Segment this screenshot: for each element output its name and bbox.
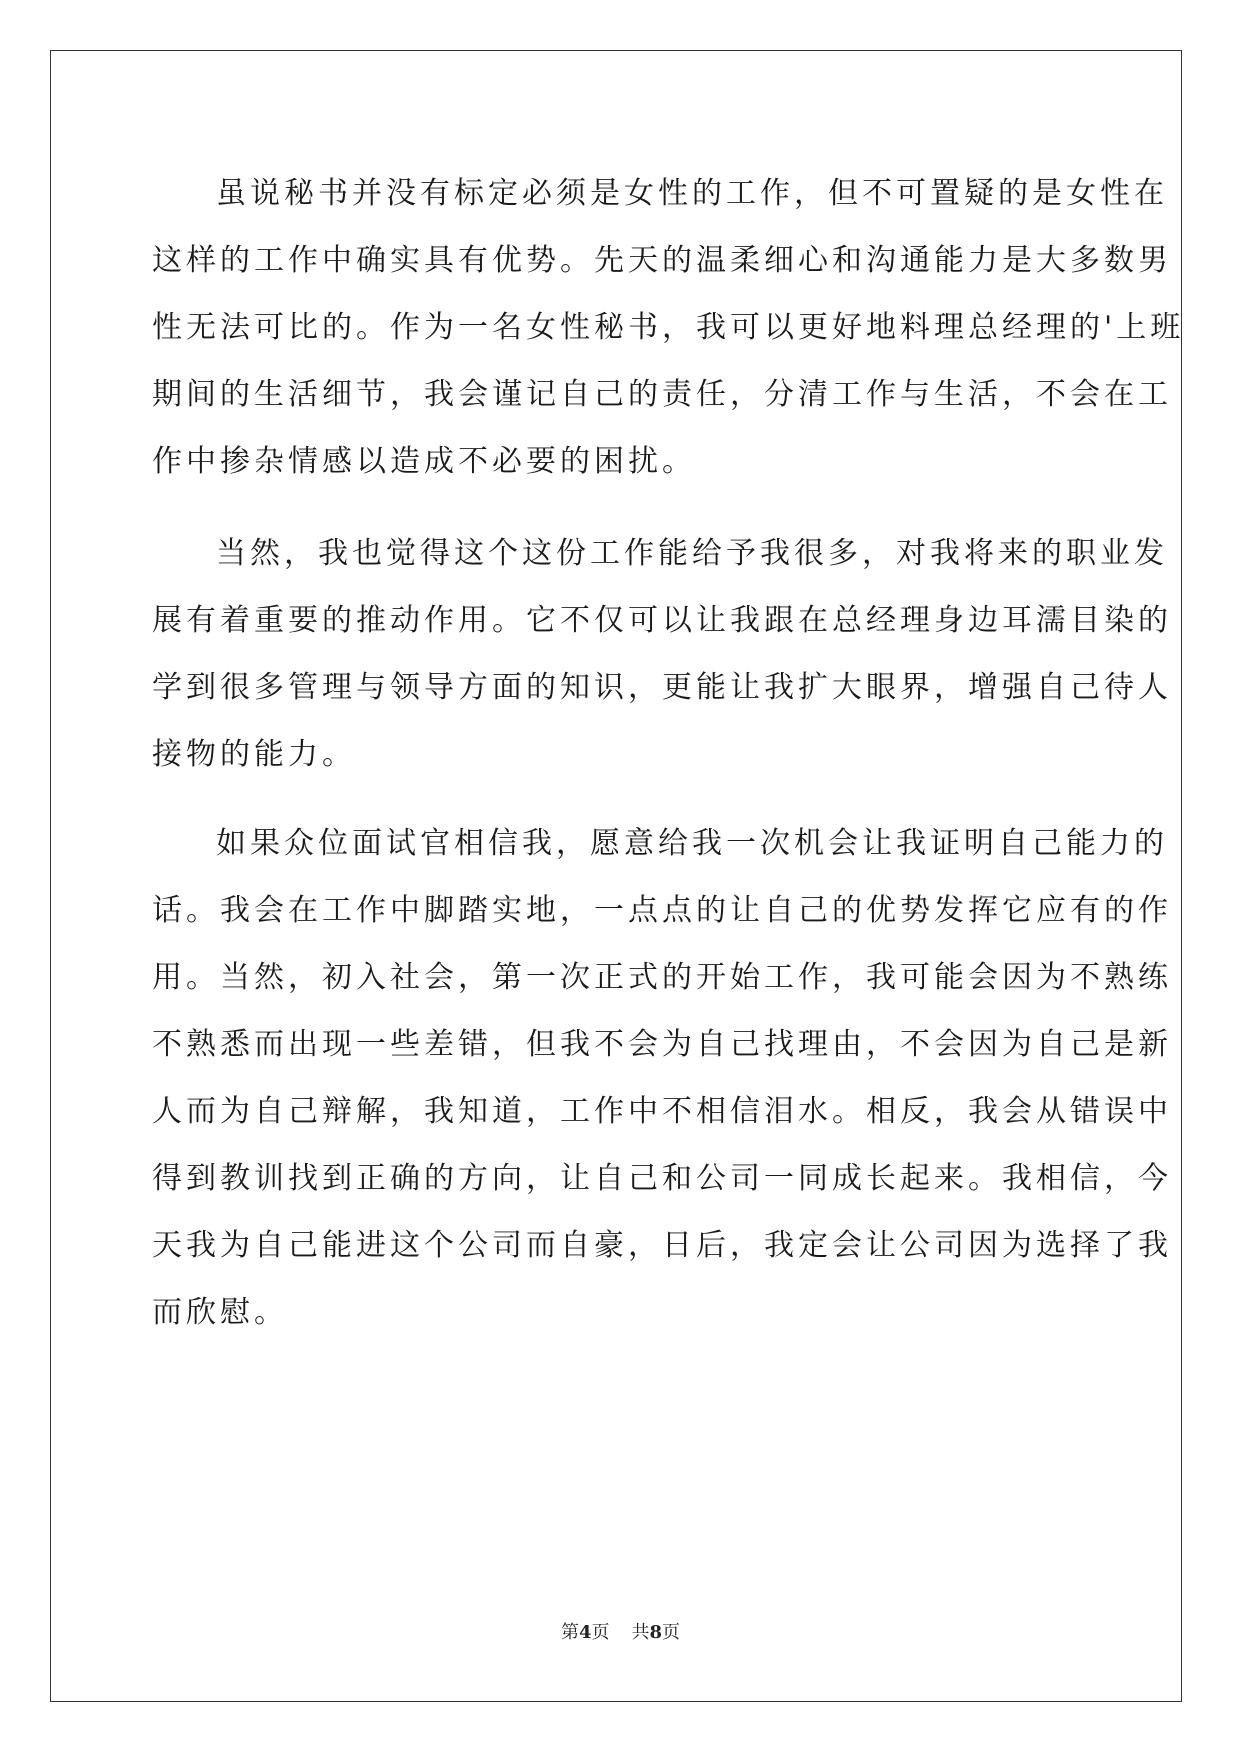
text-line: 用。当然，初入社会，第一次正式的开始工作，我可能会因为不熟练 xyxy=(152,960,1172,995)
text-line: 而欣慰。 xyxy=(152,1295,288,1330)
text-line: 展有着重要的推动作用。它不仅可以让我跟在总经理身边耳濡目染的 xyxy=(152,603,1172,638)
text-line: 当然，我也觉得这个这份工作能给予我很多，对我将来的职业发 xyxy=(216,536,1168,571)
text-line: 不熟悉而出现一些差错，但我不会为自己找理由，不会因为自己是新 xyxy=(152,1027,1172,1062)
text-line: 接物的能力。 xyxy=(152,737,356,772)
text-line: 这样的工作中确实具有优势。先天的温柔细心和沟通能力是大多数男 xyxy=(152,243,1172,278)
text-line: 话。我会在工作中脚踏实地，一点点的让自己的优势发挥它应有的作 xyxy=(152,893,1172,928)
text-line: 性无法可比的。作为一名女性秘书，我可以更好地料理总经理的'上班 xyxy=(152,310,1185,345)
paragraph-3 xyxy=(152,810,1172,1346)
text-line: 天我为自己能进这个公司而自豪，日后，我定会让公司因为选择了我 xyxy=(152,1228,1172,1263)
page-prefix: 第 xyxy=(560,1622,579,1643)
total-prefix: 共 xyxy=(631,1622,650,1643)
paragraph-2 xyxy=(152,520,1172,788)
text-line: 作中掺杂情感以造成不必要的困扰。 xyxy=(152,444,696,479)
paragraph-1 xyxy=(152,160,1185,495)
text-line: 如果众位面试官相信我，愿意给我一次机会让我证明自己能力的 xyxy=(216,826,1168,861)
total-suffix: 页 xyxy=(662,1622,681,1643)
text-line: 人而为自己辩解，我知道，工作中不相信泪水。相反，我会从错误中 xyxy=(152,1094,1172,1129)
total-pages-number: 8 xyxy=(649,1622,663,1643)
page-footer xyxy=(0,1618,1241,1644)
text-line: 期间的生活细节，我会谨记自己的责任，分清工作与生活，不会在工 xyxy=(152,377,1172,412)
text-line: 得到教训找到正确的方向，让自己和公司一同成长起来。我相信，今 xyxy=(152,1161,1172,1196)
text-line: 学到很多管理与领导方面的知识，更能让我扩大眼界，增强自己待人 xyxy=(152,670,1172,705)
page-suffix: 页 xyxy=(591,1622,610,1643)
text-line: 虽说秘书并没有标定必须是女性的工作，但不可置疑的是女性在 xyxy=(216,176,1168,211)
current-page-number: 4 xyxy=(578,1622,592,1643)
